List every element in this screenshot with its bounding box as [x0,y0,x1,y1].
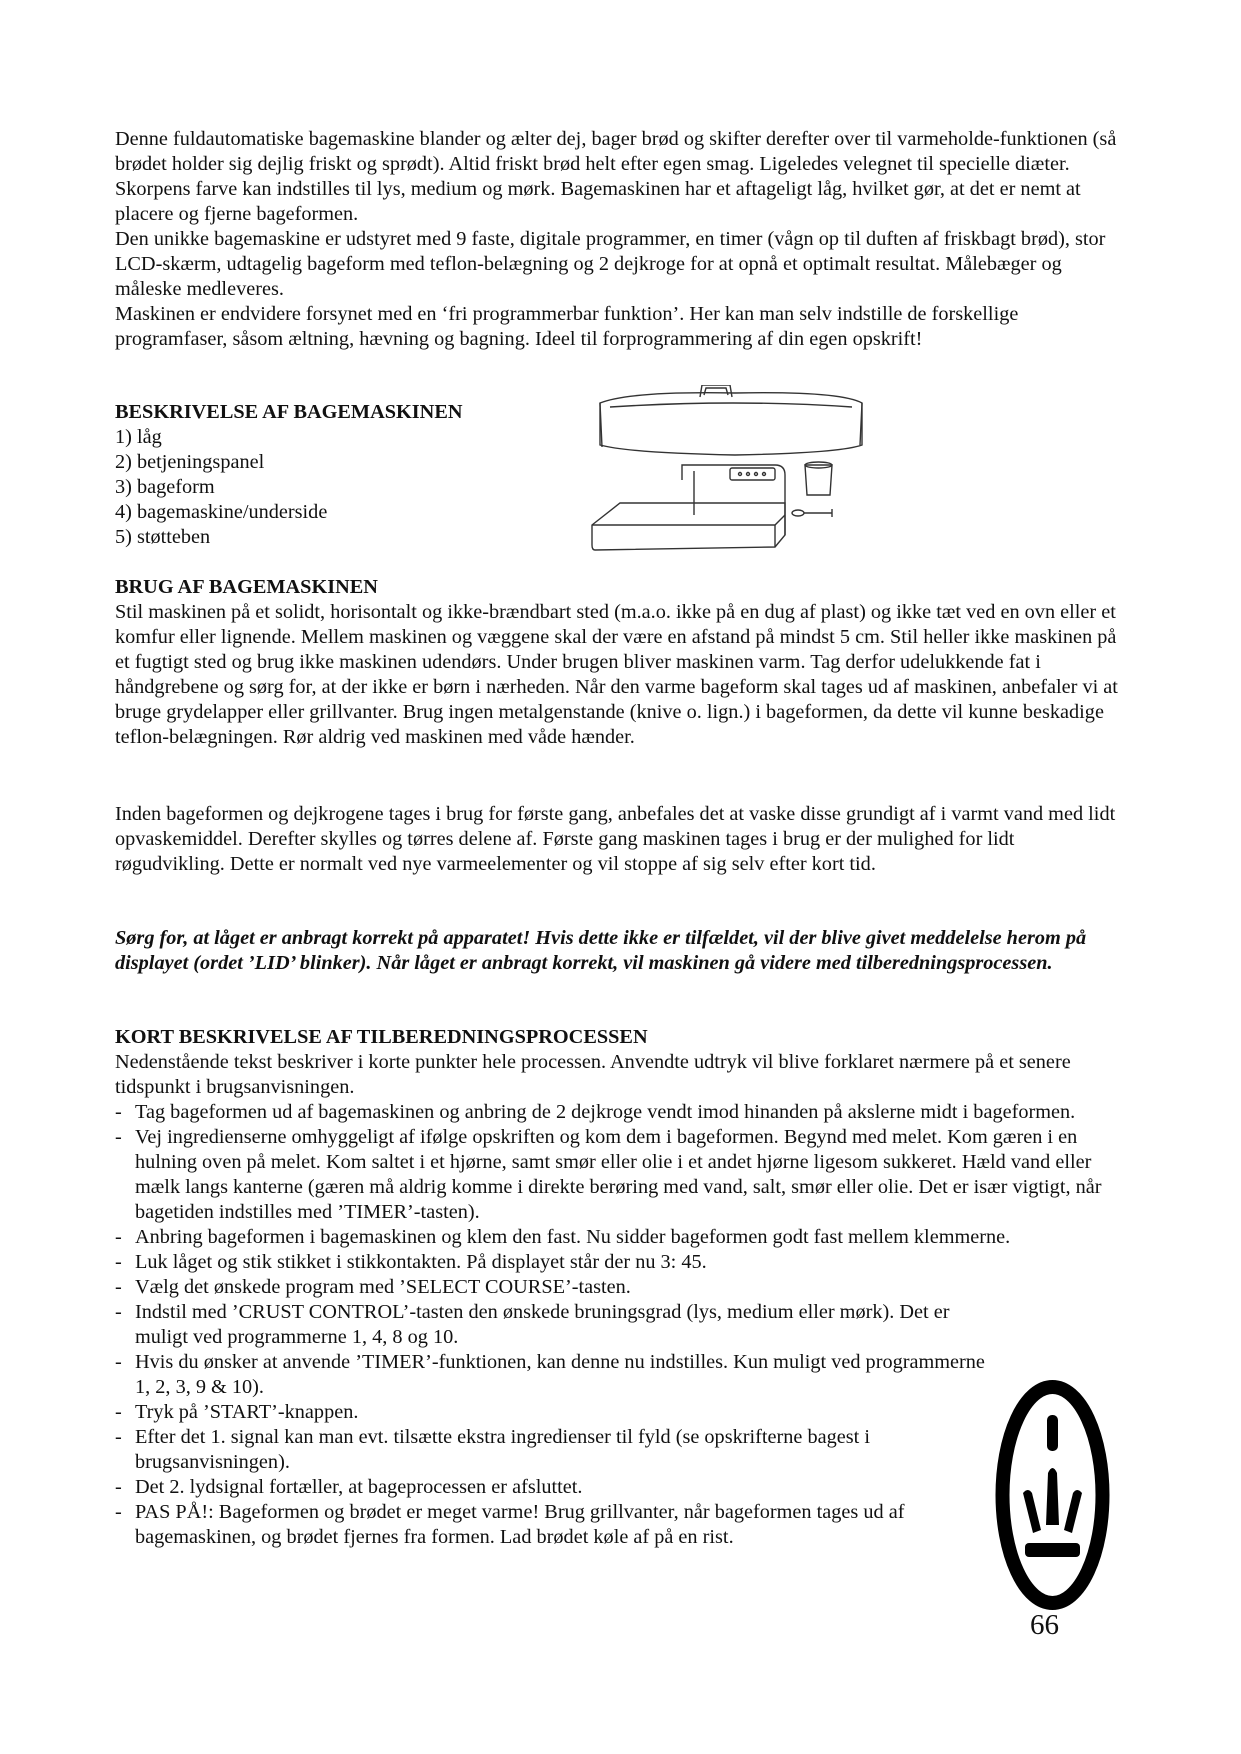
measuring-spoon-drawing [792,510,804,516]
step-dash: - [115,1126,122,1148]
lid-drawing [600,393,862,455]
intro-paragraph-2: Den unikke bagemaskine er udstyret med 9 faste, digitale programmer, en timer (vågn op til duften af friskbagt brød), stor LCD-skærm, udtagelig bageform med teflon-belægning og 2 dejkroge for at opnå et optimalt resultat. Målebæger og måleske medleveres. [115,228,1106,300]
cleaning-paragraph: Inden bageformen og dejkrogene tages i brug for første gang, anbefales det at vaske disse grundigt af i varmt vand med lidt opvaskemiddel. Derefter skylles og tørres delene af. Første gang maskinen tages i brug er der mulighed for lidt røgudvikling. Dette er normalt ved nye varmeelementer og vil stoppe af sig selv efter kort tid. [115,803,1116,875]
step-text: Luk låget og stik stikket i stikkontakten. På displayet står der nu 3: 45. [135,1251,707,1273]
step-text: Det 2. lydsignal fortæller, at bageprocessen er afsluttet. [135,1476,583,1498]
step-dash: - [115,1351,122,1373]
process-section [115,1025,1125,1550]
step-text: Vej ingredienserne omhyggeligt af ifølge opskriften og kom dem i bageformen. Begynd med melet. Kom gæren i en hulning oven på melet. Kom saltet i et hjørne, samt smør eller olie i et andet hjørne ligesom sukkeret. Hæld vand eller mælk langs kanterne (gæren må aldrig komme i direkte berøring med vand, salt, smør eller olie. Det er især vigtigt, når bagetiden indstilles med ’TIMER’-tasten). [135,1126,1102,1223]
process-step [115,1300,1005,1350]
step-dash: - [115,1476,122,1498]
process-intro: Nedenstående tekst beskriver i korte punkter hele processen. Anvendte udtryk vil blive forklaret nærmere på et senere tidspunkt i brugsanvisningen. [115,1051,1071,1098]
step-dash: - [115,1101,122,1123]
usage-paragraph: Stil maskinen på et solidt, horisontalt og ikke-brændbart sted (m.a.o. ikke på en dug af plast) og ikke tæt ved en ovn eller et komfur eller lignende. Mellem maskinen og væggene skal der være en afstand på mindst 5 cm. Stil heller ikke maskinen på et fugtigt sted og brug ikke maskinen udendørs. Under brugen bliver maskinen varm. Tag derfor udelukkende fat i håndgrebene og sørg for, at der ikke er børn i nærheden. Når den varme bageform skal tages ud af maskinen, anbefaler vi at bruge grydelapper eller grillvanter. Brug ingen metalgenstande (knive o. lign.) i bageformen, da dette vil kunne beskadige teflon-belægningen. Rør aldrig ved maskinen med våde hænder. [115,601,1118,748]
process-steps [115,1100,1125,1550]
step-text: Indstil med ’CRUST CONTROL’-tasten den ønskede bruningsgrad (lys, medium eller mørk). Det er muligt ved programmerne 1, 4, 8 og 10. [135,1301,950,1348]
part-item: 1) låg [115,426,162,448]
step-text: Anbring bageformen i bagemaskinen og klem den fast. Nu sidder bageformen godt fast mellem klemmerne. [135,1226,1011,1248]
measuring-cup-drawing [805,465,832,495]
lid-warning: Sørg for, at låget er anbragt korrekt på apparatet! Hvis dette ikke er tilfældet, vil der blive givet meddelelse herom på displayet (ordet ’LID’ blinker). Når låget er anbragt korrekt, vil maskinen gå videre med tilberedningsprocessen. [115,927,1087,974]
process-step [115,1500,1005,1550]
step-dash: - [115,1501,122,1523]
process-step [115,1350,1005,1400]
part-item: 4) bagemaskine/underside [115,501,328,523]
step-text: PAS PÅ!: Bageformen og brødet er meget varme! Brug grillvanter, når bageformen tages ud af bagemaskinen, og brødet fjernes fra formen. Lad brødet køle af på en rist. [135,1501,905,1548]
step-text: Tryk på ’START’-knappen. [135,1401,359,1423]
step-text: Efter det 1. signal kan man evt. tilsætte ekstra ingredienser til fyld (se opskrifterne bagest i brugsanvisningen). [135,1426,870,1473]
step-dash: - [115,1276,122,1298]
step-text: Tag bageformen ud af bagemaskinen og anbring de 2 dejkroge vendt imod hinanden på akslerne midt i bageformen. [135,1101,1076,1123]
intro-section [115,127,1125,352]
bread-machine-illustration [590,385,880,585]
intro-paragraph-1: Denne fuldautomatiske bagemaskine blander og ælter dej, bager brød og skifter derefter over til varmeholde-funktionen (så brødet holder sig dejlig friskt og sprødt). Altid friskt brød helt efter egen smag. Ligeledes velegnet til specielle diæter. Skorpens farve kan indstilles til lys, medium og mørk. Bagemaskinen har et aftageligt låg, hvilket gør, at det er nemt at placere og fjerne bageformen. [115,128,1117,225]
process-step [115,1425,1005,1475]
usage-heading: BRUG AF BAGEMASKINEN [115,576,378,598]
step-dash: - [115,1301,122,1323]
process-step [115,1225,1125,1250]
description-heading: BESKRIVELSE AF BAGEMASKINEN [115,401,463,423]
process-heading: KORT BESKRIVELSE AF TILBEREDNINGSPROCESSEN [115,1026,648,1048]
parts-list [115,425,585,550]
intro-paragraph-3: Maskinen er endvidere forsynet med en ‘fri programmerbar funktion’. Her kan man selv indstille de forskellige programfaser, såsom æltning, hævning og bagning. Ideel til forprogrammering af din egen opskrift! [115,303,1019,350]
step-text: Vælg det ønskede program med ’SELECT COURSE’-tasten. [135,1276,631,1298]
brand-logo-icon [995,1375,1110,1615]
process-step [115,1100,1125,1125]
process-step [115,1250,1125,1275]
process-step [115,1125,1125,1225]
control-panel-drawing [730,468,775,480]
process-step [115,1275,1125,1300]
process-step [115,1400,1005,1425]
step-dash: - [115,1251,122,1273]
part-item: 5) støtteben [115,526,211,548]
part-item: 2) betjeningspanel [115,451,265,473]
part-item: 3) bageform [115,476,215,498]
step-text: Hvis du ønsker at anvende ’TIMER’-funktionen, kan denne nu indstilles. Kun muligt ved programmerne 1, 2, 3, 9 & 10). [135,1351,985,1398]
step-dash: - [115,1226,122,1248]
usage-section [115,575,1125,750]
page-number: 66 [1030,1609,1059,1641]
description-section [115,400,585,550]
step-dash: - [115,1401,122,1423]
process-step [115,1475,1005,1500]
step-dash: - [115,1426,122,1448]
